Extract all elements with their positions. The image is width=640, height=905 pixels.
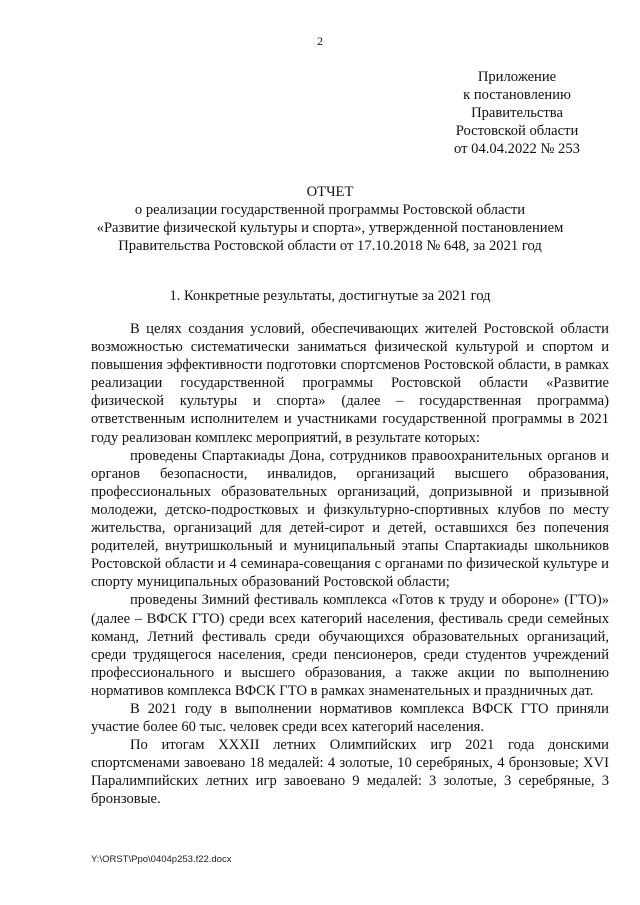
report-heading: ОТЧЕТ xyxy=(306,184,354,200)
appendix-line: Ростовской области xyxy=(455,123,579,139)
report-subtitle-line: «Развитие физической культуры и спорта», утвержденной постановлением xyxy=(96,220,564,236)
file-path-footer: Y:\ORST\Ppo\0404p253.f22.docx xyxy=(91,854,232,865)
report-title xyxy=(80,183,580,255)
paragraph: По итогам XXXII летних Олимпийских игр 2021 года донскими спортсменами завоевано 18 медалей: 4 золотые, 10 серебряных, 4 бронзовые; XVI Паралимпийских летних игр завоевано 9 медалей: 3 золотые, 3 серебряные, 3 бронзовые. xyxy=(91,737,609,808)
body-text xyxy=(91,320,609,809)
section-heading: 1. Конкретные результаты, достигнутые за 2021 год xyxy=(169,288,491,304)
paragraph: проведены Зимний фестиваль комплекса «Готов к труду и обороне» (ГТО)» (далее – ВФСК ГТО) среди всех категорий населения, фестиваль среди семейных команд, Летний фестиваль среди обучающихся образовательных организаций, среди трудящегося населения, среди пенсионеров, среди студентов учреждений профессионального и высшего образования, а также акции по выполнению нормативов комплекса ВФСК ГТО в рамках знаменательных и праздничных дат. xyxy=(91,592,609,699)
appendix-line: Приложение xyxy=(477,69,557,85)
appendix-line: Правительства xyxy=(471,105,563,121)
paragraph: В целях создания условий, обеспечивающих жителей Ростовской области возможностью систематически заниматься физической культурой и спортом и повышения эффективности подготовки спортсменов Ростовской области, в рамках реализации государственной программы Ростовской области «Развитие физической культуры и спорта» (далее – государственная программа) ответственным исполнителем и участниками государственной программы в 2021 году реализован комплекс мероприятий, в результате которых: xyxy=(91,321,609,446)
report-subtitle-line: Правительства Ростовской области от 17.10.2018 № 648, за 2021 год xyxy=(118,238,542,254)
report-subtitle-line: о реализации государственной программы Ростовской области xyxy=(134,202,526,218)
appendix-line: от 04.04.2022 № 253 xyxy=(454,141,580,157)
appendix-line: к постановлению xyxy=(463,87,571,103)
page-number: 2 xyxy=(317,34,323,48)
paragraph: проведены Спартакиады Дона, сотрудников правоохранительных органов и органов безопасности, инвалидов, организаций высшего образования, профессиональных образовательных организаций, допризывной и призывной молодежи, детско-подростковых и физкультурно-спортивных клубов по месту жительства, организаций для детей-сирот и детей, оставшихся без попечения родителей, внутришкольный и муниципальный этапы Спартакиады школьников Ростовской области и 4 семинара-совещания с органами по физической культуре и спорту муниципальных образований Ростовской области; xyxy=(91,447,609,591)
paragraph: В 2021 году в выполнении нормативов комплекса ВФСК ГТО приняли участие более 60 тыс. человек среди всех категорий населения. xyxy=(91,700,609,736)
appendix-block xyxy=(432,68,602,158)
